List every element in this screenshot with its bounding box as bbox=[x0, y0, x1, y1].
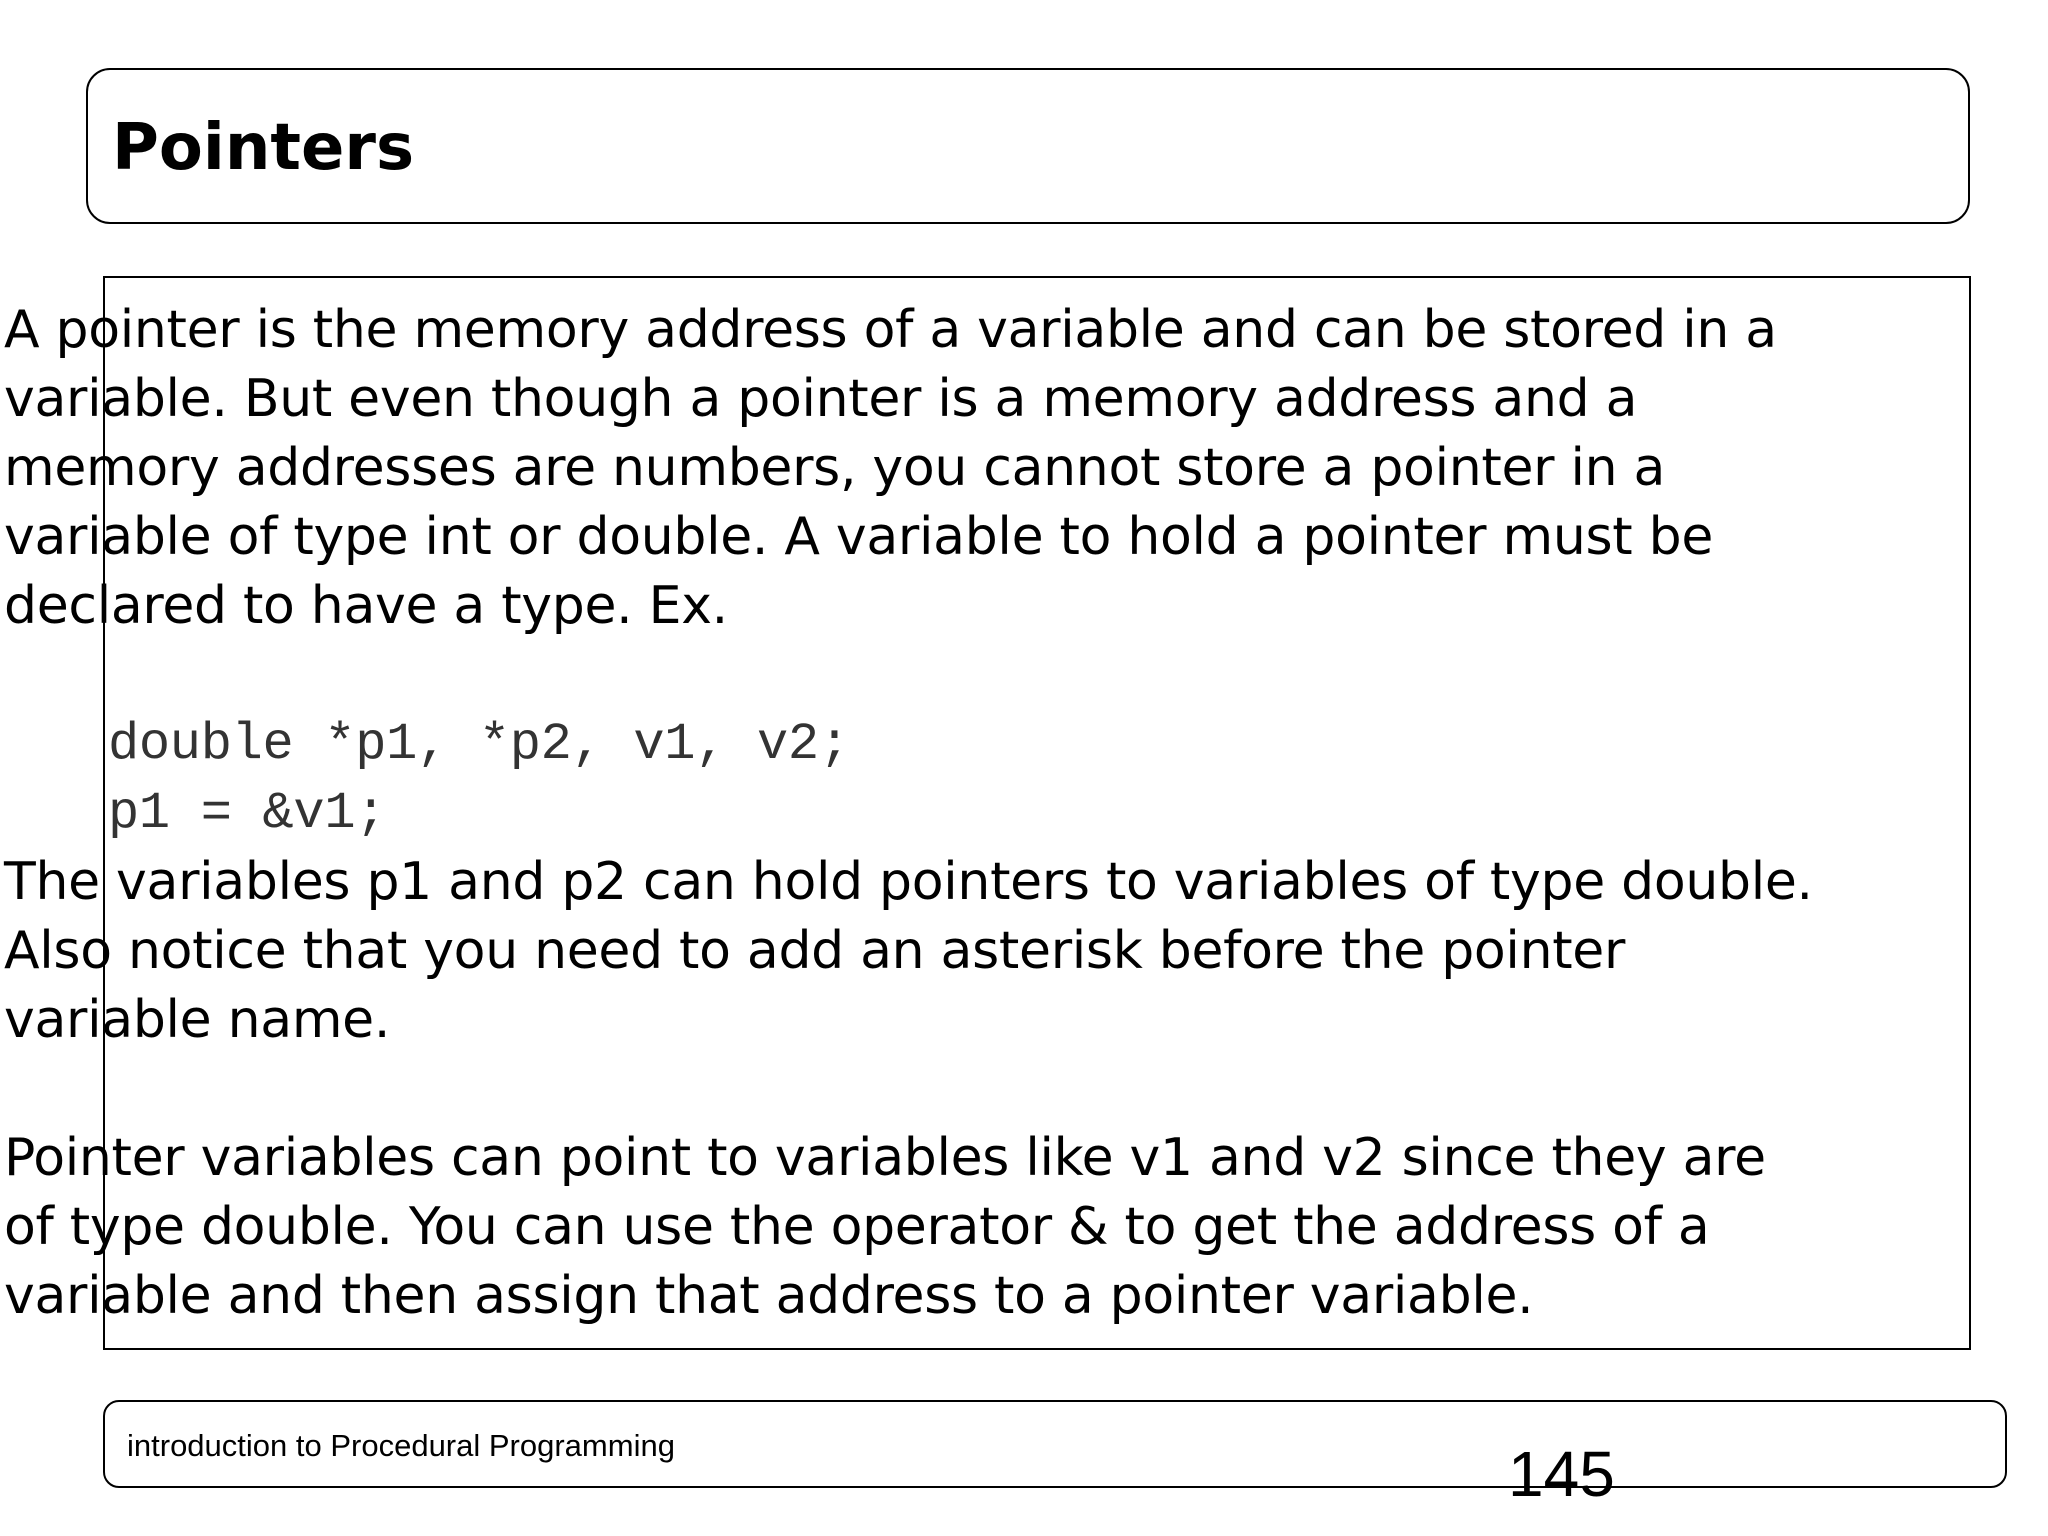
code-line-declaration: double *p1, *p2, v1, v2; bbox=[108, 715, 850, 774]
spacer bbox=[4, 1055, 1944, 1124]
page-number: 145 bbox=[1508, 1438, 1615, 1510]
paragraph-address-operator: Pointer variables can point to variables like v1 and v2 since they are of type double. You can use the operator & to get the address of a variable and then assign that address to a pointer variable. bbox=[4, 1128, 1766, 1326]
paragraph-pointer-definition: A pointer is the memory address of a variable and can be stored in a variable. But even though a pointer is a memory address and a memory addresses are numbers, you cannot store a pointer in a variable of type int or double. A variable to hold a pointer must be declared to have a type. Ex. bbox=[4, 300, 1777, 636]
slide-body bbox=[4, 296, 1944, 1331]
slide-title: Pointers bbox=[112, 111, 415, 185]
spacer bbox=[4, 641, 1944, 710]
code-line-assignment: p1 = &v1; bbox=[108, 784, 387, 843]
footer-course-name: introduction to Procedural Programming bbox=[127, 1428, 675, 1463]
paragraph-pointer-variables: The variables p1 and p2 can hold pointers to variables of type double. Also notice that you need to add an asterisk before the pointer variable name. bbox=[4, 852, 1813, 1050]
